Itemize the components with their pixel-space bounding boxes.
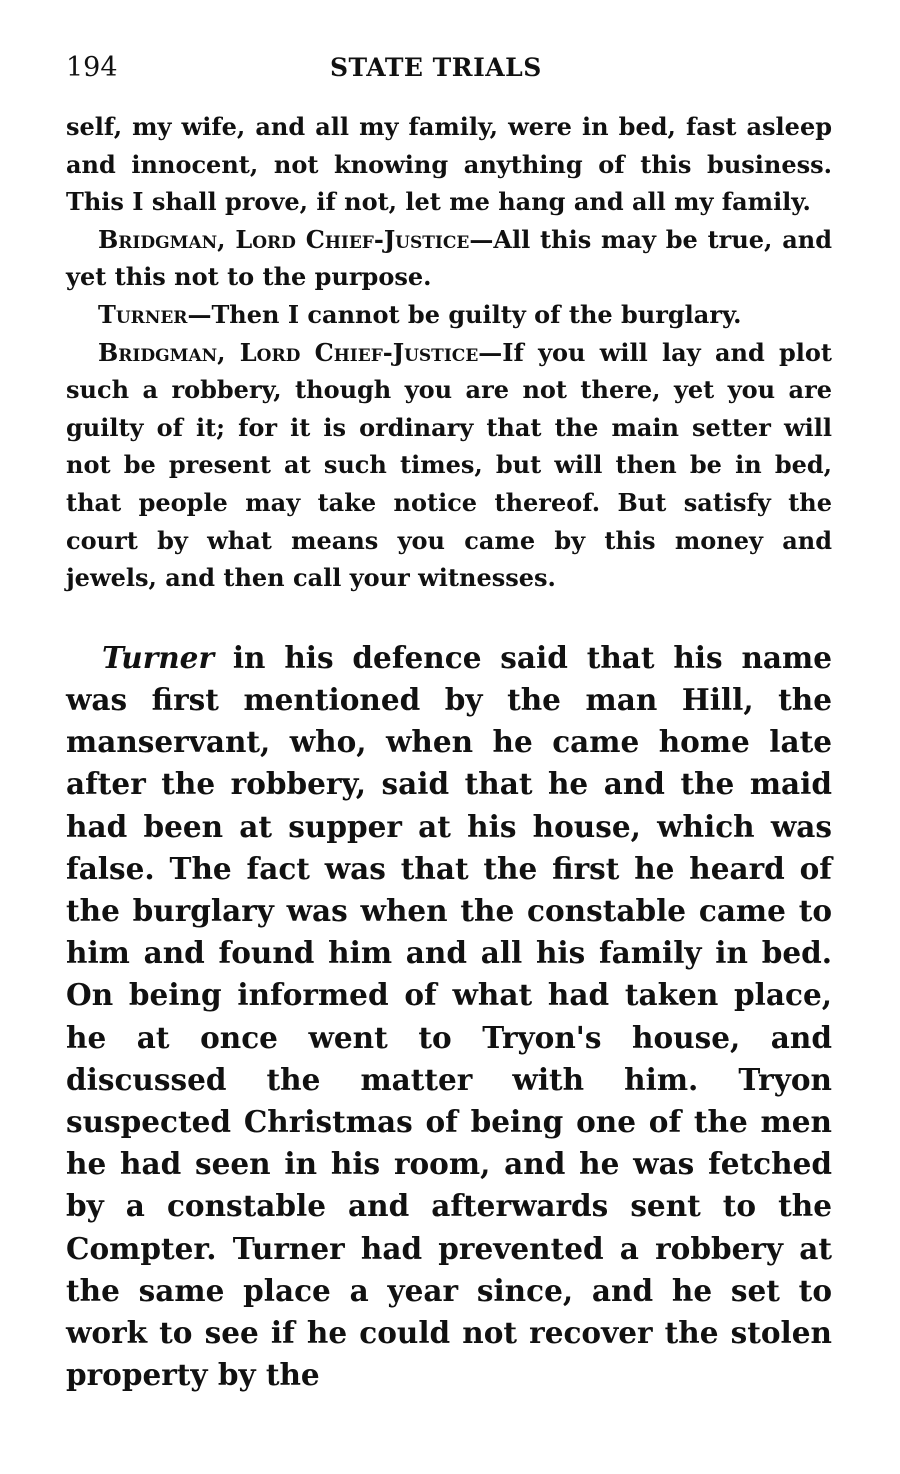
narrative-section [66, 637, 832, 1397]
transcript-paragraph [66, 296, 832, 334]
book-page [66, 48, 832, 1396]
speaker-name: Turner [98, 299, 188, 329]
running-head [66, 48, 832, 88]
transcript-text: —If you will lay and plot such a robbery, though you are not there, yet you are guilty of it; for it is ordinary that the main setter will not be present at such times, but will then be in bed, that people may take notice thereof. But satisfy the court by what means you came by this money and jewels, and then call your witnesses. [66, 337, 832, 593]
speaker-name: Bridgman, Lord Chief-Justice [98, 337, 479, 367]
transcript-text: self, my wife, and all my family, were in bed, fast asleep and innocent, not knowing anything of this business. This I shall prove, if not, let me hang and all my family. [66, 112, 832, 217]
transcript-paragraph [66, 221, 832, 296]
narrative-paragraph [66, 637, 832, 1397]
trial-transcript [66, 108, 832, 597]
narrative-name: Turner [102, 639, 214, 675]
running-title: STATE TRIALS [330, 53, 542, 82]
transcript-paragraph [66, 108, 832, 221]
narrative-text: in his defence said that his name was first mentioned by the man Hill, the manservant, who, when he came home late after the robbery, said that he and the maid had been at supper at his house, which was false. The fact was that the first he heard of the burglary was when the constable came to him and found him and all his family in bed. On being informed of what had taken place, he at once went to Tryon's house, and discussed the matter with him. Tryon suspected Christmas of being one of the men he had seen in his room, and he was fetched by a constable and afterwards sent to the Compter. Turner had prevented a robbery at the same place a year since, and he set to work to see if he could not recover the stolen property by the [66, 639, 832, 1393]
transcript-text: —Then I cannot be guilty of the burglary. [187, 299, 742, 329]
page-number: 194 [66, 52, 118, 83]
transcript-text: —All this may be true, and yet this not to the purpose. [66, 224, 832, 292]
transcript-paragraph [66, 334, 832, 597]
speaker-name: Bridgman, Lord Chief-Justice [98, 224, 470, 254]
